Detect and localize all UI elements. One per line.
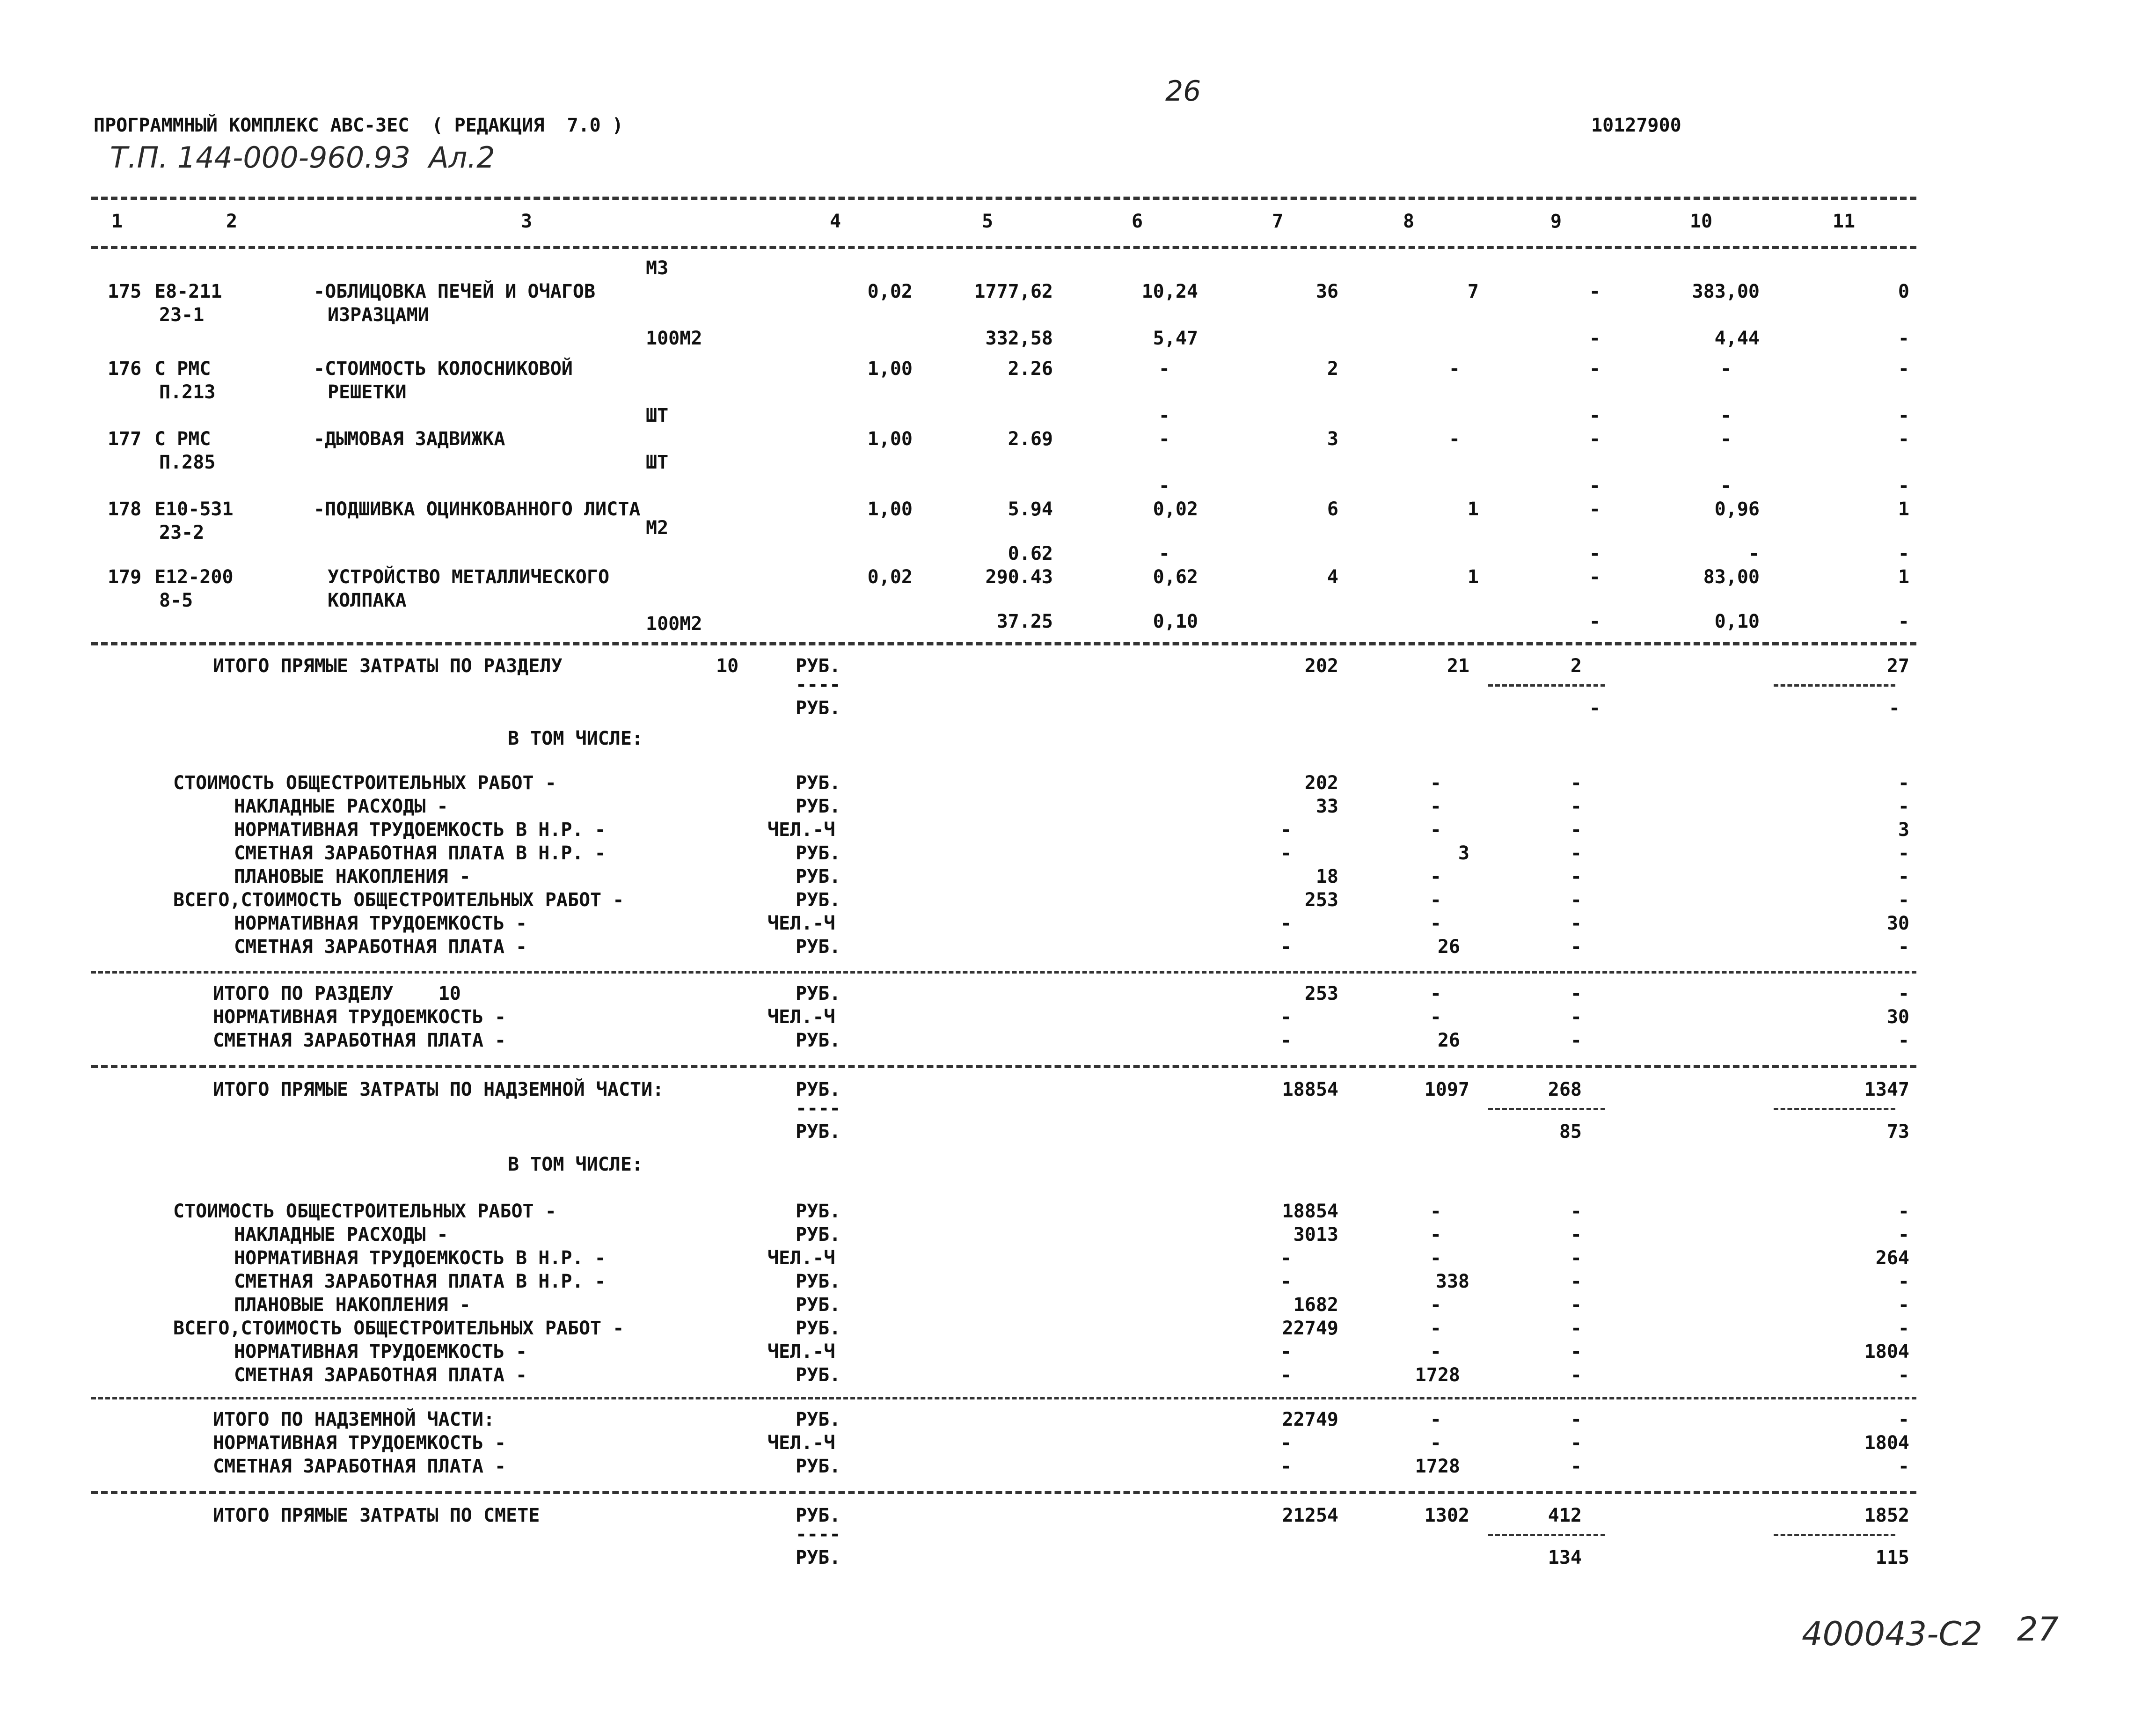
row-unit: 100М2 (646, 613, 702, 635)
summary-unit: РУБ. (796, 1201, 841, 1222)
cell-col-10: 0,96 (1714, 498, 1760, 520)
row-number: 177 (108, 428, 142, 450)
cell-col-8: 7 (1467, 281, 1479, 302)
cell-col-4: 1,00 (867, 428, 913, 450)
cell-col-11: - (1898, 796, 1909, 817)
cell-col-7: 22749 (1282, 1318, 1338, 1339)
cell-col-5: 1777,62 (974, 281, 1053, 302)
cell-col-9: - (1589, 566, 1601, 588)
cell-col-11: - (1898, 1409, 1909, 1430)
summary-unit: ЧЕЛ.-Ч (767, 1247, 835, 1269)
cell-col-8: - (1430, 983, 1441, 1004)
part-total-unit-dash: ---- (796, 1098, 841, 1119)
summary-unit: РУБ. (796, 889, 841, 911)
column-header-cell: 9 (1550, 211, 1562, 232)
summary-unit: ЧЕЛ.-Ч (767, 1006, 835, 1028)
including-label: В ТОМ ЧИСЛЕ: (508, 1154, 643, 1175)
cell-col-8: - (1430, 1318, 1441, 1339)
row-code: С РМС (154, 358, 211, 380)
section-total-unit-2: РУБ. (796, 697, 841, 719)
cell-col-7: 2 (1327, 358, 1338, 380)
cell-col-9: - (1570, 1432, 1582, 1454)
cell-col-9: - (1570, 936, 1582, 958)
column-header-cell: 1 (111, 211, 123, 232)
cell-col-5: 290.43 (985, 566, 1053, 588)
cell-col-9: - (1589, 498, 1601, 520)
cell-col-7: 6 (1327, 498, 1338, 520)
estimate-total-unit-2: РУБ. (796, 1547, 841, 1568)
cell-col-9: - (1570, 1247, 1582, 1269)
column-header-cell: 3 (520, 211, 533, 232)
column-header-cell: 4 (829, 211, 841, 232)
row-number: 175 (108, 281, 142, 302)
cell-col-11: - (1898, 1456, 1909, 1477)
summary-label: СМЕТНАЯ ЗАРАБОТНАЯ ПЛАТА - (234, 1364, 527, 1386)
summary-label: НАКЛАДНЫЕ РАСХОДЫ - (234, 1224, 448, 1245)
cell-col-9: - (1570, 796, 1582, 817)
cell-col-6b: - (1158, 475, 1170, 497)
row-unit-top: М3 (646, 257, 669, 279)
summary-unit: РУБ. (796, 1294, 841, 1316)
cell-col-9: - (1570, 866, 1582, 887)
cell-col-9: - (1570, 772, 1582, 794)
cell-col-9: - (1570, 1318, 1582, 1339)
cell-col-9: - (1570, 889, 1582, 911)
cell-col-5: 2.26 (1008, 358, 1053, 380)
fraction-rule (1488, 684, 1605, 687)
cell-col-8: - (1430, 1432, 1441, 1454)
row-name-2: КОЛПАКА (328, 590, 407, 611)
summary-unit: РУБ. (796, 1271, 841, 1292)
summary-unit: РУБ. (796, 772, 841, 794)
footer-page: 27 (2017, 1610, 2059, 1648)
section-summary-rule (91, 971, 1916, 974)
cell-col-11b: - (1898, 543, 1909, 564)
cell-col-11b: - (1898, 328, 1909, 349)
cell-col-10: - (1720, 428, 1732, 450)
part-total-rule (91, 1065, 1916, 1068)
cell-col-11: 1 (1898, 566, 1909, 588)
cell-col-8: - (1430, 889, 1441, 911)
summary-unit: ЧЕЛ.-Ч (767, 1341, 835, 1362)
cell-col-8: 21 (1447, 655, 1469, 677)
cell-col-7: - (1280, 1247, 1292, 1269)
cell-col-9: 268 (1548, 1079, 1582, 1100)
cell-col-11: - (1898, 1030, 1909, 1051)
column-header-cell: 11 (1832, 211, 1856, 232)
cell-col-9: - (1570, 1364, 1582, 1386)
cell-col-8: - (1430, 819, 1441, 841)
cell-col-11b: 73 (1886, 1121, 1909, 1143)
cell-col-9b: - (1589, 697, 1601, 719)
summary-label: НАКЛАДНЫЕ РАСХОДЫ - (234, 796, 448, 817)
row-name: -ОБЛИЦОВКА ПЕЧЕЙ И ОЧАГОВ (314, 281, 596, 302)
footer-note: 400043-С2 (1802, 1615, 1982, 1653)
cell-col-9b: - (1589, 328, 1601, 349)
row-code: Е12-200 (154, 566, 234, 588)
cell-col-6b: 5,47 (1153, 328, 1198, 349)
cell-col-7: 18854 (1282, 1079, 1338, 1100)
including-label: В ТОМ ЧИСЛЕ: (508, 728, 643, 749)
column-header-cell: 10 (1689, 211, 1713, 232)
cell-col-6b: - (1158, 543, 1170, 564)
cell-col-9b: - (1589, 543, 1601, 564)
estimate-total-unit: РУБ. (796, 1505, 841, 1526)
row-code-2: П.213 (159, 381, 216, 403)
cell-col-11: - (1898, 889, 1909, 911)
summary-unit: РУБ. (796, 796, 841, 817)
cell-col-11: - (1898, 842, 1909, 864)
section-total-label: ИТОГО ПРЯМЫЕ ЗАТРАТЫ ПО РАЗДЕЛУ (213, 655, 563, 677)
cell-col-11: 1347 (1864, 1079, 1909, 1100)
summary-unit: ЧЕЛ.-Ч (767, 819, 835, 841)
summary-unit: РУБ. (796, 1456, 841, 1477)
summary-unit: РУБ. (796, 1364, 841, 1386)
cell-col-10b: 0,10 (1714, 611, 1760, 632)
cell-col-7: 36 (1316, 281, 1338, 302)
cell-col-11: 1804 (1864, 1341, 1909, 1362)
cell-col-11b: - (1898, 405, 1909, 426)
cell-col-9: - (1570, 1271, 1582, 1292)
cell-col-11: - (1898, 358, 1909, 380)
cell-col-8: 1 (1467, 498, 1479, 520)
cell-col-9: - (1589, 428, 1601, 450)
header-bottom-rule (91, 246, 1916, 249)
cell-col-11b: - (1898, 475, 1909, 497)
part-summary-rule (91, 1397, 1916, 1399)
cell-col-11: - (1898, 1364, 1909, 1386)
cell-col-8: - (1430, 772, 1441, 794)
cell-col-11: 27 (1886, 655, 1909, 677)
cell-col-9: - (1589, 358, 1601, 380)
summary-label: СМЕТНАЯ ЗАРАБОТНАЯ ПЛАТА - (213, 1030, 506, 1051)
column-header-cell: 8 (1403, 211, 1415, 232)
cell-col-7: 3 (1327, 428, 1338, 450)
cell-col-5: 5.94 (1008, 498, 1053, 520)
cell-col-7: 4 (1327, 566, 1338, 588)
summary-unit: РУБ. (796, 842, 841, 864)
cell-col-7: 22749 (1282, 1409, 1338, 1430)
cell-col-7: 21254 (1282, 1505, 1338, 1526)
summary-label: ВСЕГО,СТОИМОСТЬ ОБЩЕСТРОИТЕЛЬНЫХ РАБОТ - (173, 1318, 624, 1339)
cell-col-11: 264 (1875, 1247, 1909, 1269)
cell-col-10b: 4,44 (1714, 328, 1760, 349)
row-name-2: ИЗРАЗЦАМИ (328, 304, 429, 326)
cell-col-7: - (1280, 819, 1292, 841)
cell-col-8: 26 (1437, 936, 1460, 958)
cell-col-9: - (1570, 1341, 1582, 1362)
cell-col-8: - (1430, 796, 1441, 817)
cell-col-10b: - (1720, 475, 1732, 497)
cell-col-7: - (1280, 1006, 1292, 1028)
cell-col-9: - (1570, 1456, 1582, 1477)
column-header-cell: 5 (981, 211, 994, 232)
page-number: 26 (1165, 75, 1201, 108)
part-total-label: ИТОГО ПРЯМЫЕ ЗАТРАТЫ ПО НАДЗЕМНОЙ ЧАСТИ: (213, 1079, 664, 1100)
summary-unit: РУБ. (796, 866, 841, 887)
cell-col-7: 202 (1304, 655, 1338, 677)
cell-col-7: - (1280, 936, 1292, 958)
part-total-unit: РУБ. (796, 1079, 841, 1100)
cell-col-9b: 134 (1548, 1547, 1582, 1568)
document-code: 10127900 (1591, 115, 1681, 136)
cell-col-7: 18854 (1282, 1201, 1338, 1222)
summary-label: СМЕТНАЯ ЗАРАБОТНАЯ ПЛАТА - (213, 1456, 506, 1477)
row-name-2: РЕШЕТКИ (328, 381, 407, 403)
cell-col-10b: - (1748, 543, 1760, 564)
cell-col-11b: - (1898, 611, 1909, 632)
row-unit: 100М2 (646, 328, 702, 349)
summary-label: НОРМАТИВНАЯ ТРУДОЕМКОСТЬ - (234, 913, 527, 934)
cell-col-11: 0 (1898, 281, 1909, 302)
cell-col-9: - (1589, 281, 1601, 302)
summary-label: СТОИМОСТЬ ОБЩЕСТРОИТЕЛЬНЫХ РАБОТ - (173, 1201, 556, 1222)
section-total-unit-dash: ---- (796, 674, 841, 696)
row-name: -СТОИМОСТЬ КОЛОСНИКОВОЙ (314, 358, 573, 380)
cell-col-9b: 85 (1559, 1121, 1582, 1143)
cell-col-9: 412 (1548, 1505, 1582, 1526)
cell-col-11: 30 (1886, 1006, 1909, 1028)
row-name: -ДЫМОВАЯ ЗАДВИЖКА (314, 428, 505, 450)
cell-col-7: - (1280, 1271, 1292, 1292)
cell-col-8: - (1430, 866, 1441, 887)
cell-col-6: 0,62 (1153, 566, 1198, 588)
cell-col-8: - (1430, 1294, 1441, 1316)
cell-col-7: 253 (1304, 983, 1338, 1004)
cell-col-7: 1682 (1293, 1294, 1338, 1316)
summary-label: ПЛАНОВЫЕ НАКОПЛЕНИЯ - (234, 1294, 471, 1316)
cell-col-9: - (1570, 819, 1582, 841)
program-title: ПРОГРАММНЫЙ КОМПЛЕКС АВС-3ЕС ( РЕДАКЦИЯ 7.0 ) (94, 115, 623, 136)
cell-col-8: 26 (1437, 1030, 1460, 1051)
cell-col-8: - (1448, 358, 1460, 380)
cell-col-9b: - (1589, 405, 1601, 426)
cell-col-8: - (1430, 1247, 1441, 1269)
cell-col-9b: - (1589, 475, 1601, 497)
column-header-cell: 6 (1131, 211, 1143, 232)
summary-label: НОРМАТИВНАЯ ТРУДОЕМКОСТЬ В Н.Р. - (234, 1247, 606, 1269)
summary-label: СМЕТНАЯ ЗАРАБОТНАЯ ПЛАТА В Н.Р. - (234, 1271, 606, 1292)
row-unit: ШТ (646, 452, 669, 473)
row-code-2: 8-5 (159, 590, 193, 611)
summary-label: НОРМАТИВНАЯ ТРУДОЕМКОСТЬ - (213, 1432, 506, 1454)
cell-col-8: - (1430, 913, 1441, 934)
cell-col-7: - (1280, 1456, 1292, 1477)
summary-unit: ЧЕЛ.-Ч (767, 913, 835, 934)
row-unit: М2 (646, 517, 669, 539)
summary-label: НОРМАТИВНАЯ ТРУДОЕМКОСТЬ - (213, 1006, 506, 1028)
cell-col-5b: 0.62 (1008, 543, 1053, 564)
summary-unit: РУБ. (796, 1224, 841, 1245)
cell-col-11: 3 (1898, 819, 1909, 841)
cell-col-6b: 0,10 (1153, 611, 1198, 632)
row-name: УСТРОЙСТВО МЕТАЛЛИЧЕСКОГО (328, 566, 610, 588)
cell-col-9: - (1570, 1201, 1582, 1222)
summary-unit: РУБ. (796, 983, 841, 1004)
cell-col-7: 18 (1316, 866, 1338, 887)
cell-col-9: 2 (1570, 655, 1582, 677)
cell-col-11: 1 (1898, 498, 1909, 520)
summary-label: ИТОГО ПО НАДЗЕМНОЙ ЧАСТИ: (213, 1409, 495, 1430)
cell-col-8: 1728 (1415, 1456, 1460, 1477)
summary-label: НОРМАТИВНАЯ ТРУДОЕМКОСТЬ В Н.Р. - (234, 819, 606, 841)
summary-unit: РУБ. (796, 936, 841, 958)
summary-unit: РУБ. (796, 1030, 841, 1051)
cell-col-7: - (1280, 1030, 1292, 1051)
fraction-rule (1774, 684, 1895, 687)
row-code-2: 23-2 (159, 522, 205, 543)
cell-col-7: 3013 (1293, 1224, 1338, 1245)
cell-col-11: - (1898, 772, 1909, 794)
cell-col-11: 1804 (1864, 1432, 1909, 1454)
cell-col-11b: 115 (1875, 1547, 1909, 1568)
row-code: Е10-531 (154, 498, 234, 520)
section-total-number: 10 (716, 655, 739, 677)
cell-col-10: 383,00 (1692, 281, 1760, 302)
row-code: С РМС (154, 428, 211, 450)
row-number: 178 (108, 498, 142, 520)
cell-col-6b: - (1158, 405, 1170, 426)
cell-col-9: - (1570, 913, 1582, 934)
row-code-2: П.285 (159, 452, 216, 473)
summary-label: СМЕТНАЯ ЗАРАБОТНАЯ ПЛАТА В Н.Р. - (234, 842, 606, 864)
cell-col-8: - (1430, 1409, 1441, 1430)
cell-col-11: - (1898, 1224, 1909, 1245)
cell-col-7: 33 (1316, 796, 1338, 817)
cell-col-4: 0,02 (867, 566, 913, 588)
cell-col-6: - (1158, 428, 1170, 450)
summary-label: ПЛАНОВЫЕ НАКОПЛЕНИЯ - (234, 866, 471, 887)
cell-col-11: - (1898, 866, 1909, 887)
summary-label: СМЕТНАЯ ЗАРАБОТНАЯ ПЛАТА - (234, 936, 527, 958)
row-unit: ШТ (646, 405, 669, 426)
cell-col-9: - (1570, 1409, 1582, 1430)
cell-col-7: - (1280, 1432, 1292, 1454)
summary-label: ИТОГО ПО РАЗДЕЛУ 10 (213, 983, 461, 1004)
summary-unit: РУБ. (796, 1409, 841, 1430)
cell-col-9: - (1570, 1224, 1582, 1245)
row-number: 176 (108, 358, 142, 380)
section-total-rule (91, 642, 1916, 645)
cell-col-6: - (1158, 358, 1170, 380)
cell-col-11: - (1898, 983, 1909, 1004)
cell-col-11: - (1898, 428, 1909, 450)
cell-col-8: 1302 (1424, 1505, 1469, 1526)
cell-col-11: - (1898, 1294, 1909, 1316)
row-code: Е8-211 (154, 281, 222, 302)
cell-col-11: - (1898, 1201, 1909, 1222)
fraction-rule (1488, 1534, 1605, 1536)
summary-label: ВСЕГО,СТОИМОСТЬ ОБЩЕСТРОИТЕЛЬНЫХ РАБОТ - (173, 889, 624, 911)
cell-col-10: - (1720, 358, 1732, 380)
summary-label: НОРМАТИВНАЯ ТРУДОЕМКОСТЬ - (234, 1341, 527, 1362)
cell-col-7: 202 (1304, 772, 1338, 794)
cell-col-9: - (1570, 1030, 1582, 1051)
cell-col-10b: - (1720, 405, 1732, 426)
row-name: -ПОДШИВКА ОЦИНКОВАННОГО ЛИСТА (314, 498, 641, 520)
section-total-unit: РУБ. (796, 655, 841, 677)
cell-col-7: - (1280, 1341, 1292, 1362)
cell-col-8: - (1430, 1341, 1441, 1362)
cell-col-9: - (1570, 842, 1582, 864)
cell-col-5: 2.69 (1008, 428, 1053, 450)
cell-col-4: 1,00 (867, 358, 913, 380)
row-code-2: 23-1 (159, 304, 205, 326)
cell-col-5b: 332,58 (985, 328, 1053, 349)
part-total-unit-2: РУБ. (796, 1121, 841, 1143)
summary-unit: РУБ. (796, 1318, 841, 1339)
cell-col-4: 1,00 (867, 498, 913, 520)
cell-col-4: 0,02 (867, 281, 913, 302)
cell-col-7: 253 (1304, 889, 1338, 911)
cell-col-8: 3 (1458, 842, 1469, 864)
cell-col-8: 1728 (1415, 1364, 1460, 1386)
estimate-total-rule (91, 1491, 1916, 1494)
cell-col-11: - (1898, 1271, 1909, 1292)
fraction-rule (1774, 1108, 1895, 1110)
summary-unit: ЧЕЛ.-Ч (767, 1432, 835, 1454)
estimate-total-unit-dash: ---- (796, 1524, 841, 1545)
column-header-cell: 7 (1272, 211, 1284, 232)
summary-label: СТОИМОСТЬ ОБЩЕСТРОИТЕЛЬНЫХ РАБОТ - (173, 772, 556, 794)
column-header-cell: 2 (226, 211, 238, 232)
cell-col-11: - (1898, 1318, 1909, 1339)
fraction-rule (1774, 1534, 1895, 1536)
cell-col-8: - (1430, 1224, 1441, 1245)
cell-col-7: - (1280, 842, 1292, 864)
cell-col-10: 83,00 (1703, 566, 1760, 588)
cell-col-6: 10,24 (1141, 281, 1198, 302)
cell-col-11: - (1898, 936, 1909, 958)
table-top-rule (91, 197, 1916, 200)
cell-col-9: - (1570, 1294, 1582, 1316)
cell-col-8: - (1430, 1006, 1441, 1028)
row-number: 179 (108, 566, 142, 588)
estimate-total-label: ИТОГО ПРЯМЫЕ ЗАТРАТЫ ПО СМЕТЕ (213, 1505, 540, 1526)
cell-col-8: 1 (1467, 566, 1479, 588)
cell-col-11b: - (1888, 697, 1900, 719)
cell-col-8: - (1448, 428, 1460, 450)
cell-col-6: 0,02 (1153, 498, 1198, 520)
cell-col-5b: 37.25 (996, 611, 1053, 632)
cell-col-9: - (1570, 983, 1582, 1004)
cell-col-11: 30 (1886, 913, 1909, 934)
cell-col-9b: - (1589, 611, 1601, 632)
cell-col-7: - (1280, 913, 1292, 934)
cell-col-8: 1097 (1424, 1079, 1469, 1100)
cell-col-9: - (1570, 1006, 1582, 1028)
document-reference: Т.П. 144-000-960.93 Ал.2 (110, 140, 495, 175)
cell-col-8: - (1430, 1201, 1441, 1222)
cell-col-8: 338 (1435, 1271, 1469, 1292)
fraction-rule (1488, 1108, 1605, 1110)
cell-col-11: 1852 (1864, 1505, 1909, 1526)
cell-col-7: - (1280, 1364, 1292, 1386)
